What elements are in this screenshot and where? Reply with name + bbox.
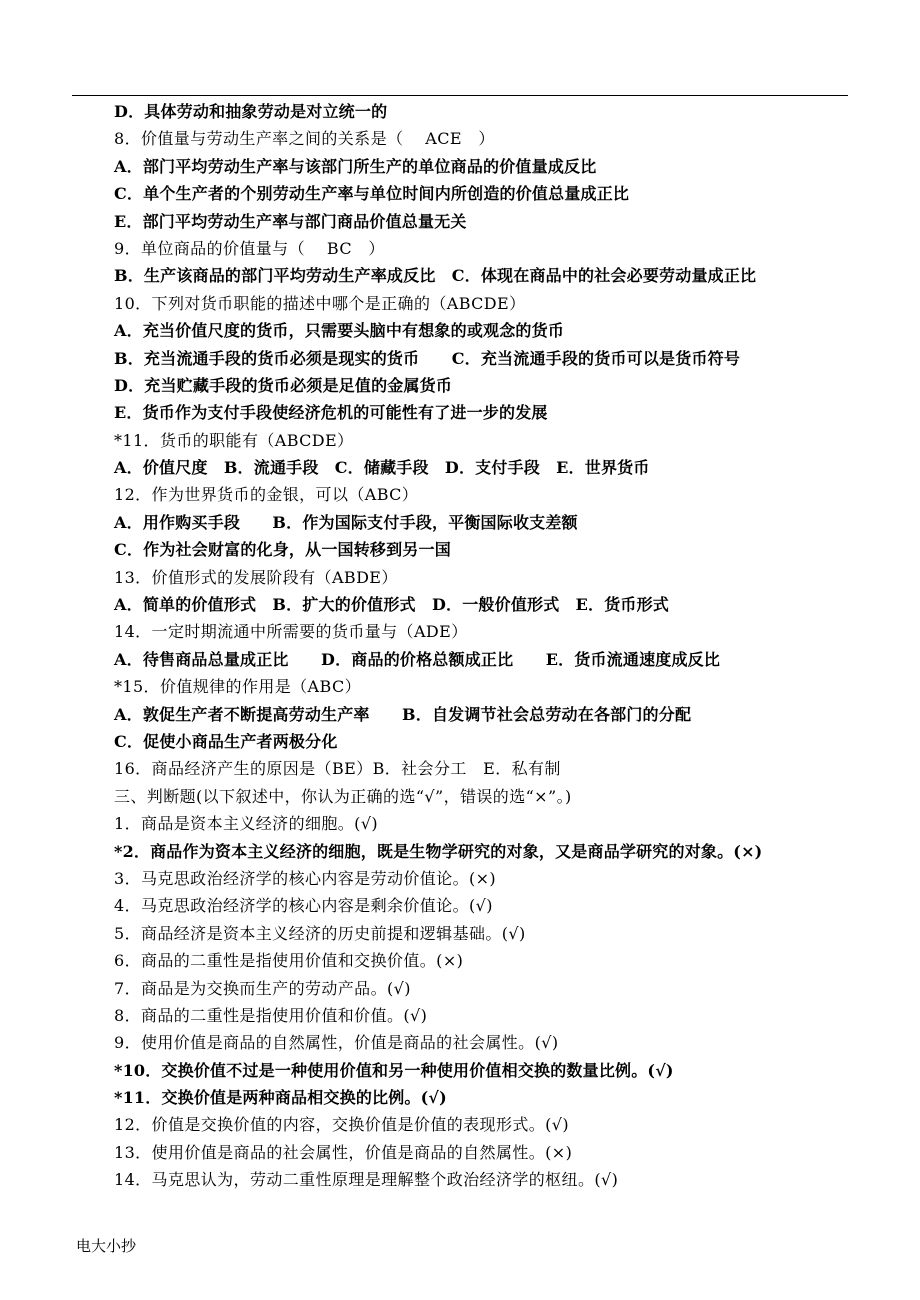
text-line: 14．一定时期流通中所需要的货币量与（ADE） (114, 622, 468, 642)
header-rule (72, 95, 848, 96)
text-line: 13．价值形式的发展阶段有（ABDE） (114, 567, 398, 587)
text-line: 6．商品的二重性是指使用价值和交换价值。(×) (114, 951, 464, 971)
text-line: *10．交换价值不过是一种使用价值和另一种使用价值相交换的数量比例。(√) (114, 1060, 674, 1080)
text-line: 1．商品是资本主义经济的细胞。(√) (114, 814, 379, 834)
text-line: 三、判断题(以下叙述中，你认为正确的选“√”，错误的选“×”。) (114, 786, 572, 806)
text-line: C．作为社会财富的化身，从一国转移到另一国 (114, 540, 451, 560)
text-line: B．生产该商品的部门平均劳动生产率成反比 C．体现在商品中的社会必要劳动量成正比 (114, 266, 757, 286)
text-line: D．充当贮藏手段的货币必须是足值的金属货币 (114, 375, 453, 395)
text-line: C．促使小商品生产者两极分化 (114, 731, 338, 751)
text-line: 7．商品是为交换而生产的劳动产品。(√) (114, 978, 411, 998)
text-line: 12．价值是交换价值的内容，交换价值是价值的表现形式。(√) (114, 1115, 570, 1135)
text-line: *2．商品作为资本主义经济的细胞，既是生物学研究的对象，又是商品学研究的对象。(×) (114, 841, 763, 861)
page-footer: 电大小抄 (76, 1237, 137, 1255)
text-line: 14．马克思认为，劳动二重性原理是理解整个政治经济学的枢纽。(√) (114, 1170, 619, 1190)
text-line: D．具体劳动和抽象劳动是对立统一的 (114, 102, 388, 121)
text-line: 10．下列对货币职能的描述中哪个是正确的（ABCDE） (114, 293, 526, 313)
text-line: 5．商品经济是资本主义经济的历史前提和逻辑基础。(√) (114, 923, 526, 943)
text-line: 12．作为世界货币的金银，可以（ABC） (114, 485, 419, 505)
text-line: A．部门平均劳动生产率与该部门所生产的单位商品的价值量成反比 (114, 156, 597, 176)
text-line: 16．商品经济产生的原因是（BE）B．社会分工 E．私有制 (114, 759, 561, 779)
text-line: A．用作购买手段 B．作为国际支付手段，平衡国际收支差额 (114, 512, 578, 532)
text-line: B．充当流通手段的货币必须是现实的货币 C．充当流通手段的货币可以是货币符号 (114, 348, 741, 368)
text-line: *11．货币的职能有（ABCDE） (114, 430, 354, 450)
text-line: A．待售商品总量成正比 D．商品的价格总额成正比 E．货币流通速度成反比 (114, 649, 721, 669)
text-line: A．充当价值尺度的货币，只需要头脑中有想象的或观念的货币 (114, 321, 565, 341)
text-line: 9．单位商品的价值量与（ BC ） (114, 238, 385, 258)
text-line: A．价值尺度 B．流通手段 C．储藏手段 D．支付手段 E．世界货币 (114, 458, 650, 478)
text-line: 9．使用价值是商品的自然属性，价值是商品的社会属性。(√) (114, 1033, 559, 1053)
text-line: 8．价值量与劳动生产率之间的关系是（ ACE ） (114, 129, 495, 149)
text-line: 8．商品的二重性是指使用价值和价值。(√) (114, 1005, 428, 1025)
text-line: *11．交换价值是两种商品相交换的比例。(√) (114, 1088, 447, 1108)
text-line: E．部门平均劳动生产率与部门商品价值总量无关 (114, 211, 467, 231)
text-line: C．单个生产者的个别劳动生产率与单位时间内所创造的价值总量成正比 (114, 184, 630, 204)
text-line: 13．使用价值是商品的社会属性，价值是商品的自然属性。(×) (114, 1142, 573, 1162)
text-line: 3．马克思政治经济学的核心内容是劳动价值论。(×) (114, 868, 497, 888)
text-line: A．简单的价值形式 B．扩大的价值形式 D．一般价值形式 E．货币形式 (114, 595, 670, 615)
document-body (114, 98, 854, 1194)
text-line: *15．价值规律的作用是（ABC） (114, 677, 362, 697)
text-line: A．敦促生产者不断提高劳动生产率 B．自发调节社会总劳动在各部门的分配 (114, 704, 692, 724)
text-line: E．货币作为支付手段使经济危机的可能性有了进一步的发展 (114, 403, 548, 423)
text-line: 4．马克思政治经济学的核心内容是剩余价值论。(√) (114, 896, 493, 916)
